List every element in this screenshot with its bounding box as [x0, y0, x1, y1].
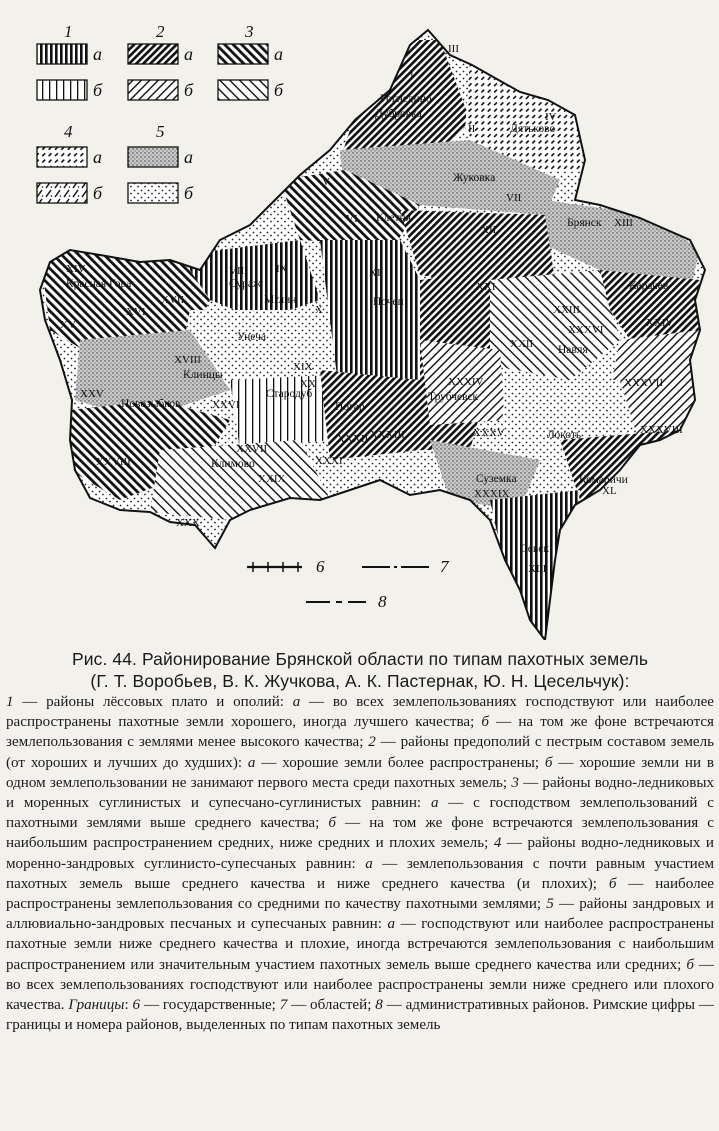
boundary-label-8: 8 — [378, 592, 387, 611]
city-label: Сураж — [229, 278, 261, 290]
region-number: XII — [481, 224, 497, 236]
city-label: Жуковка — [453, 172, 496, 184]
caption-marker: б — [328, 815, 336, 832]
legend-num-3: 3 — [245, 22, 254, 41]
caption-run: — хорошие земли ни в одном землепользовании не занимают первого места среди пахотных земель; — [6, 754, 715, 791]
legend-swatch-4b — [37, 183, 87, 203]
caption-run: — с господством землепользований с пахотными землями выше среднего качества; — [6, 795, 714, 832]
city-label: Стародуб — [266, 388, 313, 400]
caption-marker: 3 — [511, 774, 519, 791]
legend-sub-5b: б — [184, 183, 194, 203]
region-number: I — [410, 69, 414, 81]
caption-legend-text — [6, 692, 714, 1035]
city-label: Климово — [211, 458, 255, 470]
caption-run: — на том же фоне встречаются землепользования с наибольшим распространением средних, ниже средних и плохих земель; — [6, 815, 714, 852]
boundary-legend — [247, 557, 450, 611]
city-label: Клетня — [376, 212, 411, 224]
city-label: Комаричи — [579, 474, 628, 486]
caption-run: — районы водно-ледниковых и моренно-зандровых суглинисто-супесчаных равнин: — [6, 835, 714, 872]
legend-swatch-2b — [128, 80, 178, 100]
legend-sub-4b: б — [93, 183, 103, 203]
caption-run: — на том же фоне встречаются землепользования с землями менее высокого качества; — [6, 714, 714, 751]
region-number: XXVI — [212, 399, 240, 411]
caption-run: — землепользования с почти равным участием пахотных земель выше среднего качества и ниже среднего качества (и плохих); — [6, 855, 715, 892]
region-number: XXIV — [646, 317, 674, 329]
city-label: Дятьково — [510, 123, 556, 135]
region-number: V — [322, 176, 330, 188]
city-label: Локоть — [547, 429, 582, 441]
legend-sub-2b: б — [184, 80, 194, 100]
city-label: Суземка — [476, 473, 517, 485]
caption-marker: а — [365, 855, 373, 872]
oblast-map — [40, 30, 705, 640]
legend-num-2: 2 — [156, 22, 165, 41]
caption-title: Рис. 44. Районирование Брянской области по типам пахотных земель — [71, 649, 649, 669]
region-number: IX — [276, 263, 288, 275]
legend-sub-1b: б — [93, 80, 103, 100]
region-number: XXXVIII — [640, 424, 683, 436]
region-number: XXIX — [258, 473, 286, 485]
boundary-label-6: 6 — [316, 557, 325, 576]
region-number: XXXI — [315, 455, 343, 467]
legend-sub-5a: а — [184, 147, 193, 167]
region-number: XXXIX — [474, 488, 510, 500]
legend-swatch-3b — [218, 80, 268, 100]
caption-authors: (Г. Т. Воробьев, В. К. Жучкова, А. К. Пастернак, Ю. Н. Цесельчук): — [90, 671, 630, 691]
region-number: XXXVI — [568, 324, 604, 336]
caption-run: — наиболее распространены землепользования со средними по качеству пахотными землями; — [6, 875, 715, 913]
region-number: XVIII — [174, 354, 201, 366]
city-label: Мглин — [264, 294, 297, 306]
caption-marker: Границы — [68, 997, 125, 1014]
caption-run: — районы предополий с пестрым составом земель (от хороших и лучших до худших): — [6, 734, 714, 771]
legend-sub-4a: а — [93, 147, 102, 167]
caption-run: — районы лёссовых плато и ополий: — [13, 694, 293, 710]
caption-run: — во всех землепользованиях господствуют или наиболее распространены земли ниже среднего или плохого качества. — [6, 956, 714, 1014]
caption-marker: 2 — [368, 734, 376, 751]
city-label: Дубровка — [375, 108, 422, 120]
legend-sub-2a: а — [184, 44, 193, 64]
caption-run: — хорошие земли более распространены; — [255, 754, 545, 771]
legend-sub-1a: а — [93, 44, 102, 64]
region-number: IV — [545, 111, 557, 123]
city-label: Навля — [558, 344, 588, 356]
region-number: XXXVII — [624, 377, 664, 389]
caption-marker: 7 — [279, 997, 288, 1014]
region-number: XXIII — [553, 304, 580, 316]
region-number: XI — [369, 267, 381, 279]
state-border-sample — [247, 562, 302, 572]
caption-run: — административных районов. Римские цифры — границы и номера районов, выделенных по типам пахотных земель — [6, 997, 715, 1034]
city-label: Рогнедино — [380, 93, 432, 105]
caption-marker: б — [608, 875, 617, 892]
caption-marker: а — [387, 916, 396, 933]
legend-sub-3b: б — [274, 80, 284, 100]
city-label: Брянск — [567, 217, 602, 229]
region-number: XIII — [614, 217, 633, 229]
city-label: Трубчевск — [428, 391, 479, 403]
region-number: XXVIII — [96, 456, 131, 468]
caption-marker: а — [292, 694, 301, 710]
caption-run: — господствуют или наиболее распространены пахотные земли ниже среднего качества и плохие, иногда встречаются землепользования с наибольшим распространением или значительным участием пахотных земель выше среднего качества или средних; — [6, 916, 715, 973]
legend-swatch-1b — [37, 80, 87, 100]
caption-run: — районы зандровых и аллювиально-зандровых песчаных и супесчаных равнин: — [6, 896, 714, 933]
caption-run: — областей; — [287, 997, 376, 1014]
caption-run: — районы водно-ледниковых и моренных суглинистых и супесчано-суглинистых равнин: — [6, 774, 715, 812]
caption-run: — государственные; — [140, 997, 280, 1014]
caption-marker: 4 — [493, 835, 502, 852]
region-number: X — [315, 304, 323, 316]
region-number: XX — [300, 378, 316, 390]
legend-num-4: 4 — [64, 122, 73, 141]
city-label: Карачев — [629, 280, 669, 292]
city-label: Красная Гора — [66, 278, 132, 290]
city-label: Севск — [520, 543, 549, 555]
caption-marker: а — [430, 795, 439, 812]
region-number: VI — [346, 213, 358, 225]
region-number: XL — [602, 485, 617, 497]
city-label: Унеча — [237, 331, 266, 343]
region-number: XXV — [80, 388, 104, 400]
region-number: XXII — [510, 338, 534, 350]
legend-swatch-1a — [37, 44, 87, 64]
region-number: XXXIV — [448, 376, 484, 388]
region-number: XXX — [176, 517, 200, 529]
region-number: XVII — [161, 294, 185, 306]
caption-marker: 6 — [132, 997, 141, 1014]
region-number: II — [468, 123, 476, 135]
legend-sub-3a: а — [274, 44, 283, 64]
city-label: Клинцы — [183, 369, 223, 381]
legend-swatch-3a — [218, 44, 268, 64]
region-number: XXI — [476, 281, 496, 293]
legend-swatch-4a — [37, 147, 87, 167]
caption-run: : — [124, 997, 133, 1014]
city-label: Почеп — [373, 296, 404, 308]
region-number: XIV — [66, 263, 86, 275]
region-number: XXVII — [236, 443, 268, 455]
boundary-label-7: 7 — [440, 557, 449, 576]
region-number: VII — [506, 192, 522, 204]
city-label: Новозыбков — [121, 398, 181, 410]
figure-caption — [14, 648, 706, 692]
legend-swatch-5b — [128, 183, 178, 203]
caption-marker: 5 — [546, 896, 554, 913]
caption-marker: 1 — [6, 694, 14, 710]
zone-pogar — [320, 370, 420, 460]
region-number: XLI — [528, 563, 547, 575]
legend-num-5: 5 — [156, 122, 165, 141]
caption-marker: б — [544, 754, 553, 771]
city-label: Погар — [335, 401, 365, 413]
caption-marker: б — [481, 714, 489, 731]
region-number: XIX — [293, 361, 313, 373]
caption-marker: 8 — [375, 997, 383, 1014]
region-number: XVI — [126, 306, 146, 318]
region-number: XXXII — [337, 433, 369, 445]
region-number: XXXV — [473, 427, 505, 439]
legend-swatch-2a — [128, 44, 178, 64]
region-number: VIII — [229, 265, 248, 277]
region-number: III — [448, 43, 459, 55]
region-number: XXXIII — [370, 429, 405, 441]
caption-marker: б — [686, 956, 694, 973]
region-number: XV — [60, 319, 76, 331]
caption-marker: а — [247, 754, 256, 771]
legend — [37, 22, 284, 203]
legend-swatch-5a — [128, 147, 178, 167]
caption-run: — во всех землепользованиях господствуют или наиболее распространены пахотные земли хорошего, иногда лучшего качества; — [6, 694, 714, 731]
legend-num-1: 1 — [64, 22, 73, 41]
